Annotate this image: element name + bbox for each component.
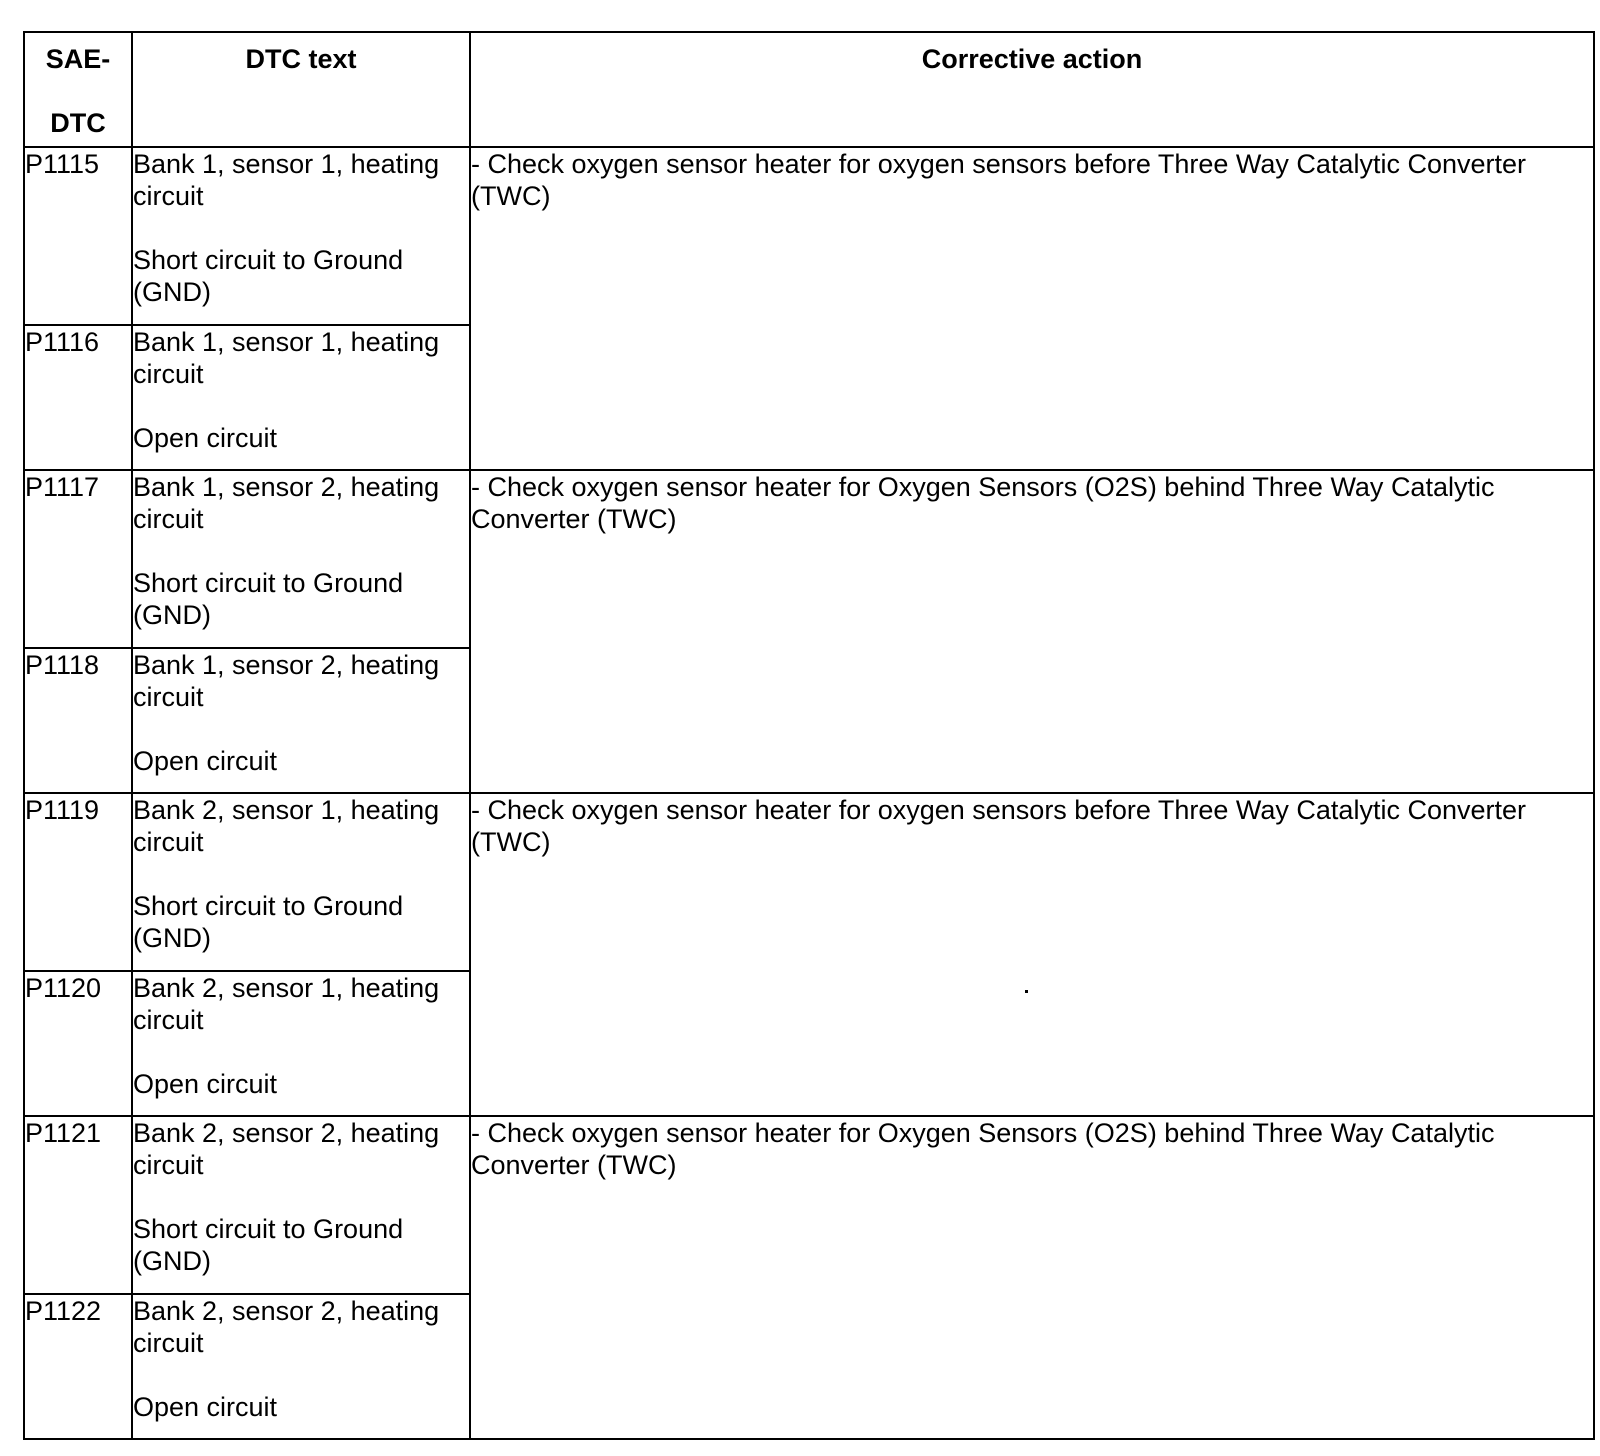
dtc-description: Bank 1, sensor 1, heating circuit: [133, 149, 440, 211]
dtc-code: P1116: [24, 325, 132, 470]
dtc-description: Bank 2, sensor 1, heating circuit: [133, 973, 440, 1035]
header-row: [24, 32, 1594, 147]
dtc-condition: Open circuit: [133, 746, 278, 776]
header-sae-label: SAE-: [45, 44, 111, 74]
dtc-description: Bank 1, sensor 1, heating circuit: [133, 327, 440, 389]
header-dtc-label: DTC: [50, 108, 106, 138]
dtc-code: P1117: [24, 470, 132, 648]
stray-dot: [1025, 990, 1028, 993]
dtc-description: Bank 2, sensor 2, heating circuit: [133, 1118, 440, 1180]
table-row: [24, 147, 1594, 325]
corrective-action: - Check oxygen sensor heater for Oxygen Sensors (O2S) behind Three Way Catalytic Converter (TWC): [470, 1116, 1594, 1439]
corrective-action: - Check oxygen sensor heater for oxygen sensors before Three Way Catalytic Converter (TWC): [470, 147, 1594, 470]
dtc-code: P1119: [24, 793, 132, 971]
header-dtc-text: DTC text: [132, 32, 470, 147]
dtc-description: Bank 2, sensor 2, heating circuit: [133, 1296, 440, 1358]
corrective-action: - Check oxygen sensor heater for oxygen sensors before Three Way Catalytic Converter (TWC): [470, 793, 1594, 1116]
dtc-text: [132, 793, 470, 971]
dtc-text: [132, 325, 470, 470]
dtc-code: P1122: [24, 1294, 132, 1439]
dtc-code: P1120: [24, 971, 132, 1116]
dtc-text: [132, 147, 470, 325]
dtc-condition: Short circuit to Ground (GND): [133, 245, 404, 307]
dtc-condition: Short circuit to Ground (GND): [133, 568, 404, 630]
dtc-text: [132, 1116, 470, 1294]
dtc-condition: Short circuit to Ground (GND): [133, 891, 404, 953]
dtc-description: Bank 1, sensor 2, heating circuit: [133, 472, 440, 534]
dtc-code: P1115: [24, 147, 132, 325]
dtc-text: [132, 971, 470, 1116]
dtc-code: P1121: [24, 1116, 132, 1294]
header-corrective-action: Corrective action: [470, 32, 1594, 147]
dtc-text: [132, 1294, 470, 1439]
header-sae-dtc: [24, 32, 132, 147]
dtc-condition: Short circuit to Ground (GND): [133, 1214, 404, 1276]
dtc-condition: Open circuit: [133, 423, 278, 453]
dtc-condition: Open circuit: [133, 1069, 278, 1099]
dtc-description: Bank 1, sensor 2, heating circuit: [133, 650, 440, 712]
table-row: [24, 470, 1594, 648]
dtc-table: [23, 31, 1595, 1440]
dtc-condition: Open circuit: [133, 1392, 278, 1422]
corrective-action: - Check oxygen sensor heater for Oxygen Sensors (O2S) behind Three Way Catalytic Converter (TWC): [470, 470, 1594, 793]
table-row: [24, 1116, 1594, 1294]
dtc-description: Bank 2, sensor 1, heating circuit: [133, 795, 440, 857]
dtc-text: [132, 470, 470, 648]
dtc-code: P1118: [24, 648, 132, 793]
dtc-text: [132, 648, 470, 793]
table-row: [24, 793, 1594, 971]
